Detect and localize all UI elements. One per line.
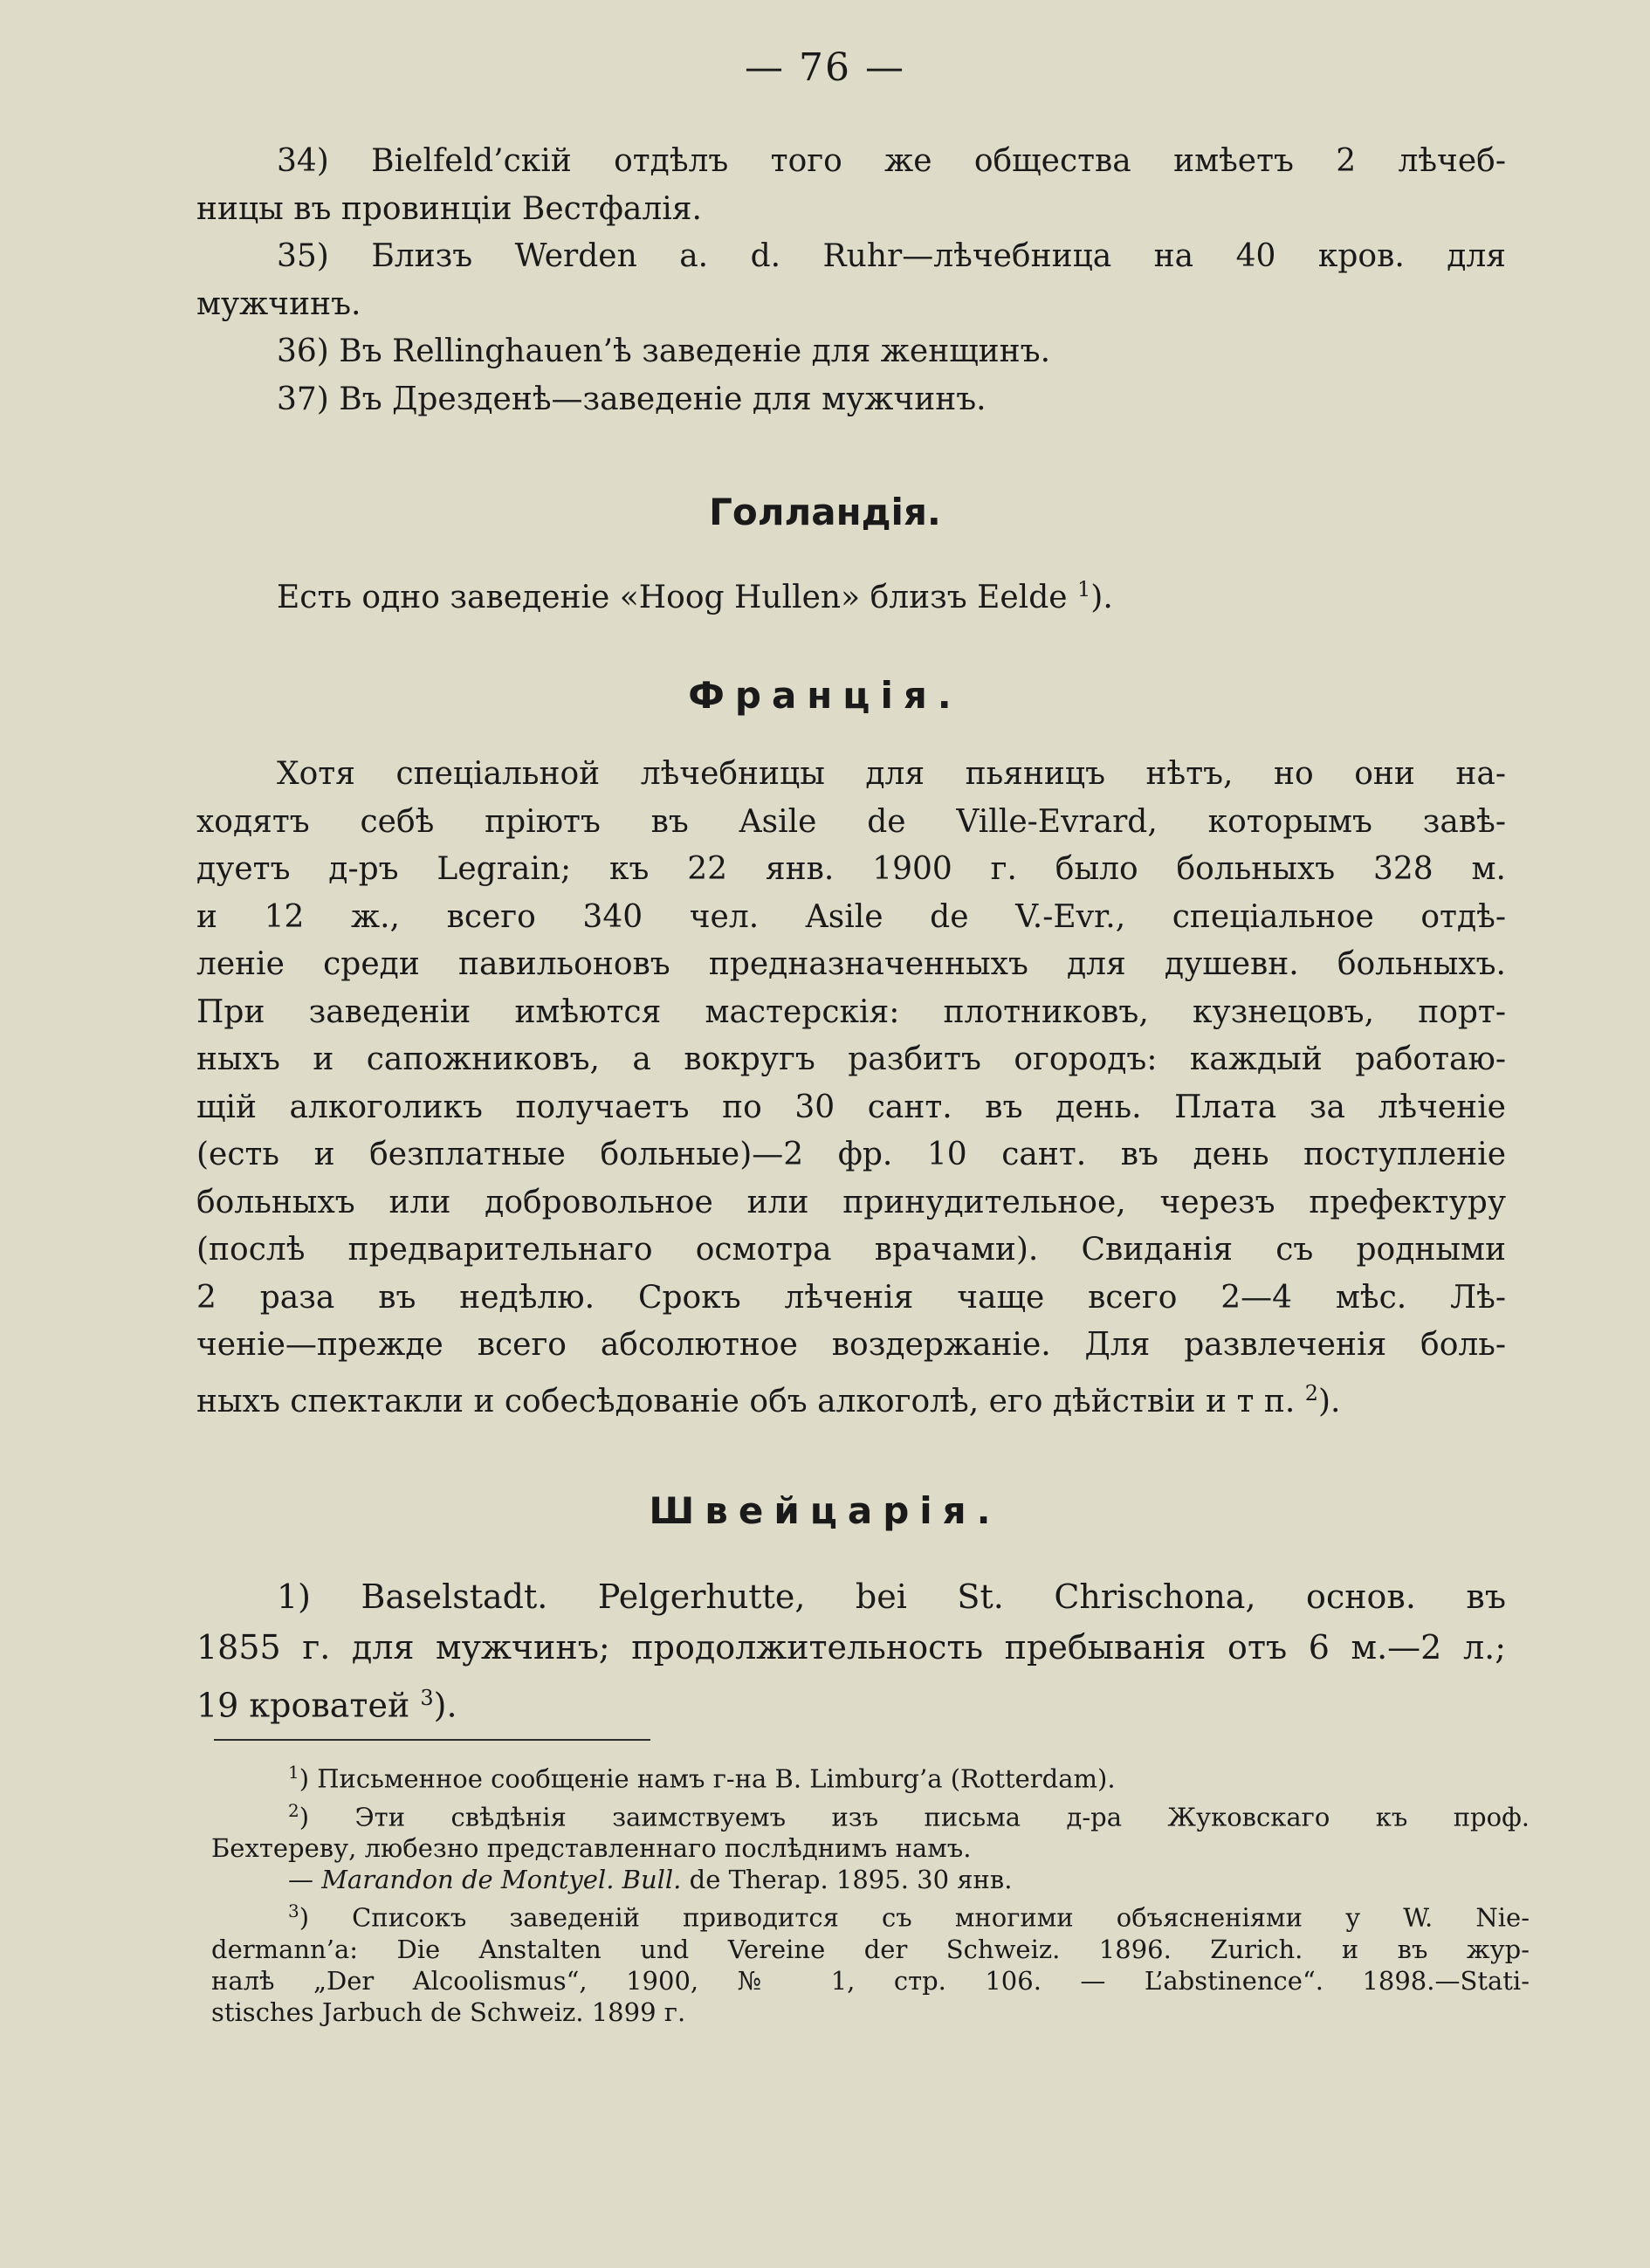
footnote-3-line3: налѣ „Der Alcoolismus“, 1900, № 1, стр. 106. — L’abstinence“. 1898.—Stati-: [211, 1965, 1530, 1996]
france-last-end: ).: [1318, 1383, 1341, 1419]
items-top-section: [196, 138, 1506, 423]
footnote-2-number: 2: [288, 1799, 299, 1821]
france-line-11: (послѣ предварительнаго осмотра врачами). Свиданія съ родными: [196, 1232, 1506, 1268]
heading-switzerland: Швейцарія.: [649, 1489, 1001, 1532]
footnote-ref-3: 3: [420, 1686, 434, 1710]
france-last-line: ныхъ спектакли и собесѣдованіе объ алкоголѣ, его дѣйствіи и т п.: [196, 1383, 1296, 1419]
france-line-6: При заведеніи имѣются мастерскія: плотниковъ, кузнецовъ, порт-: [196, 993, 1506, 1030]
france-line-14: [196, 1370, 1506, 1426]
footnotes: [211, 1756, 1530, 2028]
france-line-12: 2 раза въ недѣлю. Срокъ лѣченія чаще всего 2—4 мѣс. Лѣ-: [196, 1279, 1506, 1316]
item-37: 37) Въ Дрезденѣ—заведеніе для мужчинъ.: [277, 381, 987, 417]
france-line-10: больныхъ или добровольное или принудительное, черезъ префектуру: [196, 1184, 1506, 1220]
switzerland-line-1: 1) Baselstadt. Pelgerhutte, bei St. Chrischona, основ. въ: [277, 1577, 1506, 1616]
footnote-ref-2: 2: [1304, 1380, 1319, 1405]
footnote-separator: [214, 1739, 650, 1741]
netherlands-text: [196, 566, 1506, 622]
footnote-1-number: 1: [288, 1762, 299, 1783]
footnote-1: [211, 1756, 1530, 1795]
heading-france: Франція.: [688, 674, 962, 717]
heading-netherlands: Голландія.: [709, 491, 941, 533]
switzerland-last-line: 19 кроватей: [196, 1686, 410, 1725]
item-34-line1: 34) Bielfeld’скій отдѣлъ того же общества имѣетъ 2 лѣчеб-: [277, 143, 1506, 179]
item-35-line1: 35) Близъ Werden a. d. Ruhr—лѣчебница на 40 кров. для: [277, 238, 1506, 274]
switzerland-last-end: ).: [433, 1686, 457, 1725]
footnote-2-text: ) Эти свѣдѣнія заимствуемъ изъ письма д-ра Жуковскаго къ проф.: [299, 1802, 1530, 1832]
page-number: — 76 —: [745, 45, 905, 90]
switzerland-line-3: [196, 1673, 1506, 1731]
footnote-3-text: ) Списокъ заведеній приводится съ многими объясненіями у W. Nie-: [299, 1902, 1530, 1933]
france-line-13: ченіе—прежде всего абсолютное воздержаніе. Для развлеченія боль-: [196, 1327, 1506, 1363]
footnote-2-line2: Бехтереву, любезно представленнаго послѣднимъ намъ.: [211, 1833, 972, 1864]
footnote-2b: [211, 1864, 1530, 1895]
france-line-3: дуетъ д-ръ Legrain; къ 22 янв. 1900 г. было больныхъ 328 м.: [196, 851, 1506, 887]
france-line-9: (есть и безплатные больные)—2 фр. 10 сант. въ день поступленіе: [196, 1137, 1506, 1172]
footnote-2b-author: — Marandon de Montyel. Bull.: [288, 1865, 682, 1895]
footnote-ref-1: 1: [1077, 577, 1091, 601]
france-line-4: и 12 ж., всего 340 чел. Asile de V.-Evr., спеціальное отдѣ-: [196, 898, 1506, 935]
footnote-1-text: ) Письменное сообщеніе намъ г-на B. Limburg’a (Rotterdam).: [299, 1763, 1116, 1794]
netherlands-text-end: ).: [1090, 580, 1113, 615]
netherlands-section: [196, 566, 1506, 622]
footnote-3-line2: dermann’a: Die Anstalten und Vereine der Schweiz. 1896. Zurich. и въ жур-: [211, 1934, 1530, 1964]
item-36: 36) Въ Rellinghauen’ѣ заведеніе для женщинъ.: [277, 333, 1051, 369]
france-line-8: щій алкоголикъ получаетъ по 30 сант. въ день. Плата за лѣченіе: [196, 1089, 1506, 1125]
france-line-7: ныхъ и сапожниковъ, а вокругъ разбитъ огородъ: каждый работаю-: [196, 1041, 1506, 1077]
footnote-2b-rest: de Therap. 1895. 30 янв.: [681, 1865, 1013, 1895]
footnote-3-number: 3: [288, 1900, 299, 1922]
netherlands-text-body: Есть одно заведеніе «Hoog Hullen» близъ Eelde: [277, 580, 1068, 615]
france-line-2: ходятъ себѣ пріютъ въ Asile de Ville-Evrard, которымъ завѣ-: [196, 803, 1506, 840]
france-line-5: леніе среди павильоновъ предназначенныхъ для душевн. больныхъ.: [196, 946, 1506, 982]
france-line-1: Хотя спеціальной лѣчебницы для пьяницъ нѣтъ, но они на-: [277, 756, 1506, 792]
item-34-line2: ницы въ провинціи Вестфалія.: [196, 190, 702, 227]
footnote-3-line1: [211, 1895, 1530, 1934]
switzerland-section: [196, 1571, 1506, 1731]
france-section: [196, 751, 1506, 1426]
switzerland-line-2: 1855 г. для мужчинъ; продолжительность пребыванія отъ 6 м.—2 л.;: [196, 1628, 1506, 1667]
item-35-line2: мужчинъ.: [196, 285, 361, 322]
footnote-3-line4: stisches Jarbuch de Schweiz. 1899 г.: [211, 1997, 686, 2027]
footnote-2-line1: [211, 1795, 1530, 1833]
